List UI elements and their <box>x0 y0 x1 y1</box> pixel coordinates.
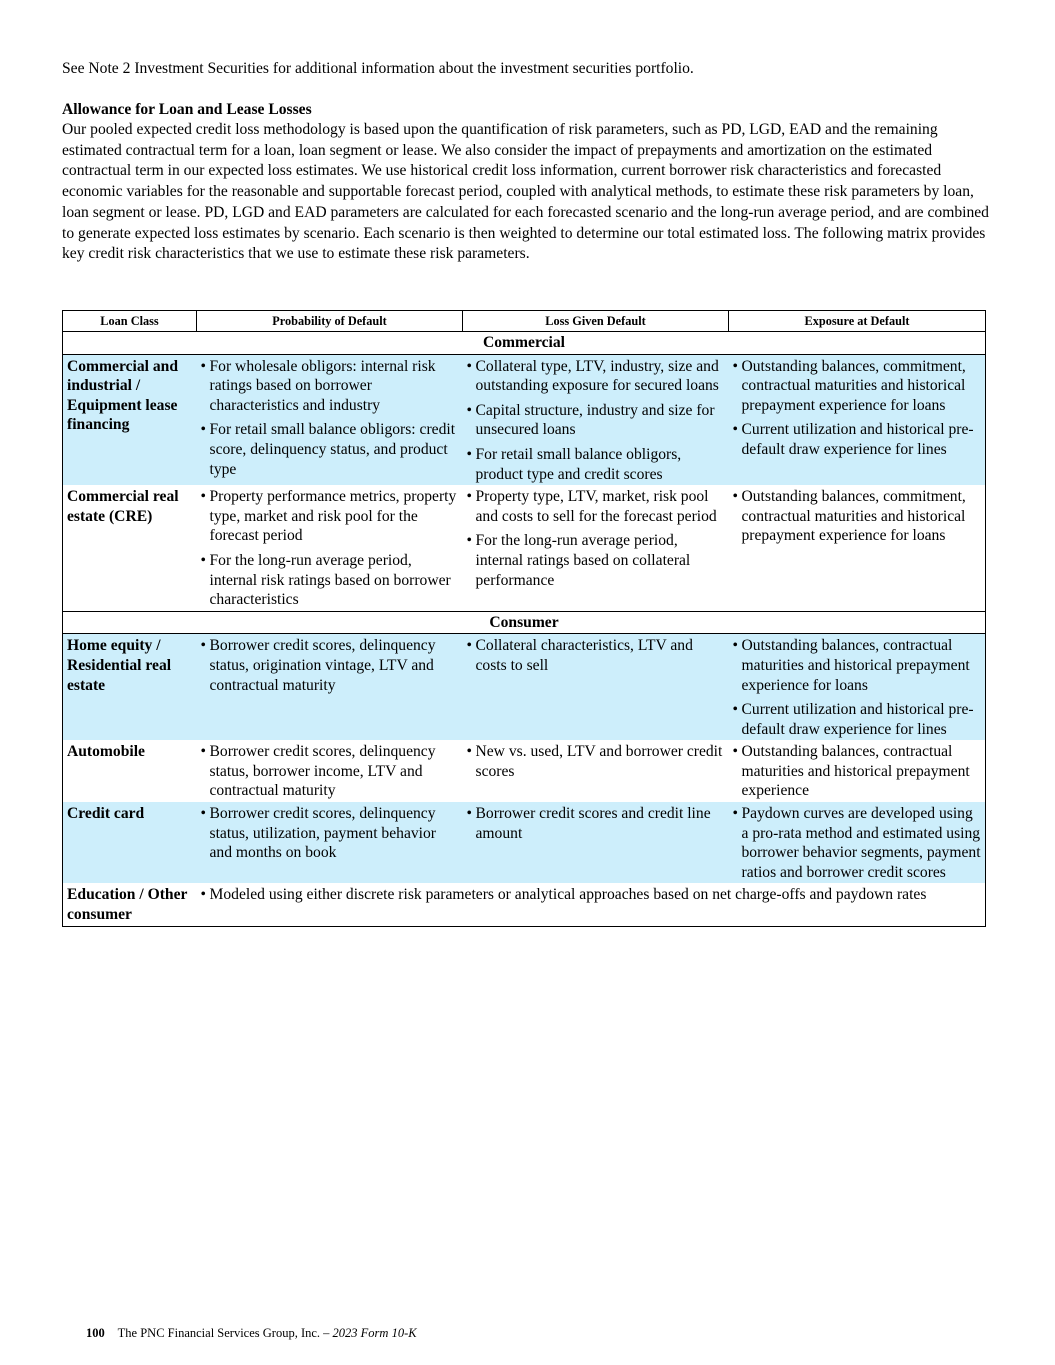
loan-class-cell: Commercial real estate (CRE) <box>67 488 179 525</box>
lgd-cell <box>463 485 729 611</box>
credit-risk-matrix <box>62 310 986 927</box>
pd-cell <box>197 802 463 883</box>
table-row-commercial-real-estate <box>63 485 986 611</box>
list-item: • Property type, LTV, market, risk pool and costs to sell for the forecast period <box>467 487 725 526</box>
list-item: • Collateral characteristics, LTV and costs to sell <box>467 636 725 675</box>
section-label-consumer: Consumer <box>63 611 986 634</box>
list-item: • Outstanding balances, commitment, contractual maturities and historical prepayment experience for loans <box>733 487 982 546</box>
page-footer <box>86 1326 417 1341</box>
section-row-commercial <box>63 332 986 355</box>
body-paragraph: Our pooled expected credit loss methodology is based upon the quantification of risk parameters, such as PD, LGD, EAD and the remaining estimated contractual term for a loan, loan segment or lease. We also consider the impact of prepayments and amortization on the estimated contractual term in our expected loss estimates. We use historical credit loss information, current borrower risk characteristics and forecasted economic variables for the reasonable and supportable forecast period, coupled with analytical methods, to estimate these risk parameters by loan, loan segment or lease. PD, LGD and EAD parameters are calculated for each forecasted scenario and the long-run average period, and are combined to generate expected loss estimates by scenario. Each scenario is then weighted to determine our total estimated loss. The following matrix provides key credit risk characteristics that we use to estimate these risk parameters. <box>62 121 989 263</box>
list-item: • Outstanding balances, contractual maturities and historical prepayment experience <box>733 742 982 801</box>
pd-cell <box>197 354 463 485</box>
list-item: • For wholesale obligors: internal risk ratings based on borrower characteristics and industry <box>201 357 459 416</box>
loan-class-cell: Home equity / Residential real estate <box>63 634 197 740</box>
section-heading: Allowance for Loan and Lease Losses <box>62 101 312 118</box>
header-exposure-at-default: Exposure at Default <box>729 311 986 332</box>
list-item: • Current utilization and historical pre-default draw experience for lines <box>733 700 982 739</box>
table-row-automobile <box>63 740 986 802</box>
header-row <box>63 311 986 332</box>
section-label-commercial: Commercial <box>63 332 986 355</box>
header-loan-class: Loan Class <box>63 311 197 332</box>
header-loss-given-default: Loss Given Default <box>463 311 729 332</box>
pd-cell <box>197 634 463 740</box>
table-row-home-equity <box>63 634 986 740</box>
list-item: • Collateral type, LTV, industry, size and outstanding exposure for secured loans <box>467 357 725 396</box>
ead-cell <box>729 740 986 802</box>
list-item: • Borrower credit scores and credit line amount <box>467 804 725 843</box>
ead-cell <box>729 802 986 883</box>
loan-class-cell: Credit card <box>63 802 197 883</box>
list-item: • Borrower credit scores, delinquency status, borrower income, LTV and contractual maturity <box>201 742 459 801</box>
list-item: • New vs. used, LTV and borrower credit scores <box>467 742 725 781</box>
list-item: • Borrower credit scores, delinquency status, utilization, payment behavior and months on book <box>201 804 459 863</box>
page-number: 100 <box>86 1326 105 1340</box>
loan-class-cell: Education / Other consumer <box>67 886 188 924</box>
merged-parameters-cell <box>197 883 986 926</box>
pd-cell <box>197 485 463 611</box>
loan-class-cell: Commercial and industrial / Equipment lease financing <box>63 354 197 485</box>
list-item: • For the long-run average period, internal risk ratings based on borrower characteristics <box>201 551 459 610</box>
footer-form: 2023 Form 10-K <box>332 1326 417 1340</box>
lgd-cell <box>463 740 729 802</box>
list-item: • For retail small balance obligors: credit score, delinquency status, and product type <box>201 420 459 479</box>
list-item: • For retail small balance obligors, product type and credit scores <box>467 445 725 484</box>
loan-class-cell: Automobile <box>67 743 145 761</box>
ead-cell <box>729 354 986 485</box>
list-item: • Paydown curves are developed using a pro-rata method and estimated using borrower behavior segments, payment ratios and borrower credit scores <box>733 804 982 882</box>
header-probability-of-default: Probability of Default <box>197 311 463 332</box>
ead-cell <box>729 634 986 740</box>
list-item: • Property performance metrics, property type, market and risk pool for the forecast period <box>201 487 459 546</box>
table-row-credit-card <box>63 802 986 883</box>
list-item: • Outstanding balances, commitment, contractual maturities and historical prepayment experience for loans <box>733 357 982 416</box>
lgd-cell <box>463 802 729 883</box>
list-item: • Outstanding balances, contractual maturities and historical prepayment experience for loans <box>733 636 982 695</box>
section-row-consumer <box>63 611 986 634</box>
footer-company: The PNC Financial Services Group, Inc. – <box>117 1326 330 1340</box>
list-item: • Current utilization and historical pre-default draw experience for lines <box>733 420 982 459</box>
list-item: • Capital structure, industry and size for unsecured loans <box>467 401 725 440</box>
lgd-cell <box>463 354 729 485</box>
pd-cell <box>197 740 463 802</box>
list-item: • Modeled using either discrete risk parameters or analytical approaches based on net charge-offs and paydown rates <box>201 885 982 905</box>
list-item: • Borrower credit scores, delinquency status, origination vintage, LTV and contractual maturity <box>201 636 459 695</box>
intro-text: See Note 2 Investment Securities for additional information about the investment securities portfolio. <box>62 60 694 77</box>
table-row-commercial-industrial <box>63 354 986 485</box>
table-row-education-other <box>63 883 986 926</box>
lgd-cell <box>463 634 729 740</box>
list-item: • For the long-run average period, internal ratings based on collateral performance <box>467 531 725 590</box>
ead-cell <box>729 485 986 611</box>
